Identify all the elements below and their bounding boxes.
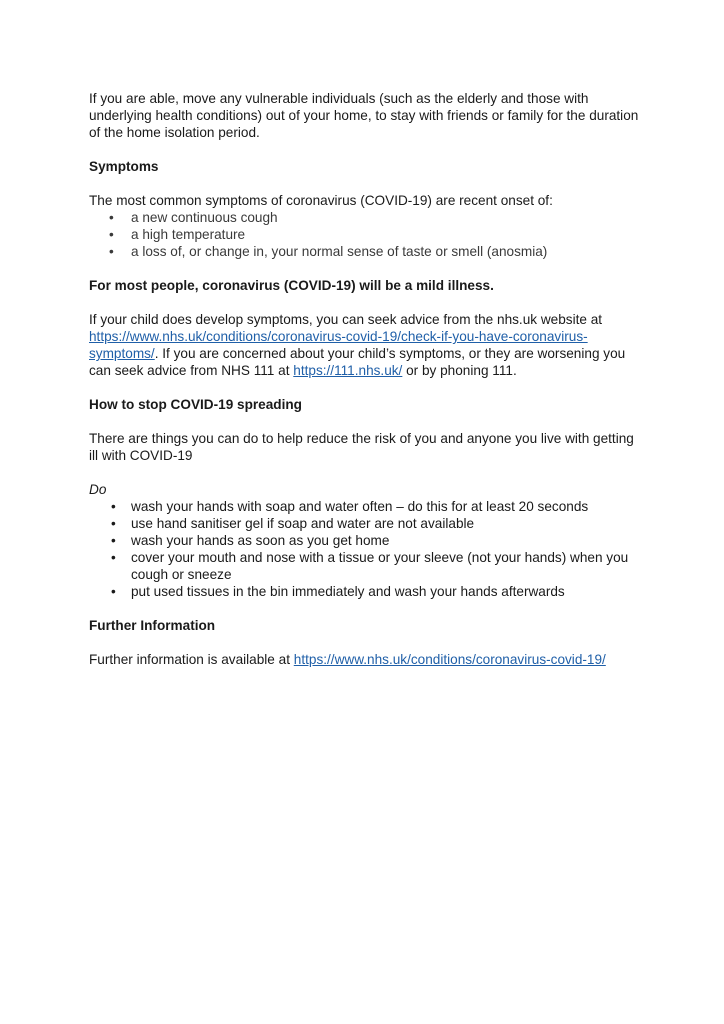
list-item-text: wash your hands as soon as you get home bbox=[131, 533, 390, 548]
do-list bbox=[89, 498, 641, 600]
do-label: Do bbox=[89, 482, 107, 497]
further-info-heading: Further Information bbox=[89, 618, 216, 633]
bullet-icon: • bbox=[111, 516, 116, 531]
further-info-paragraph bbox=[89, 651, 641, 668]
list-item-text: put used tissues in the bin immediately and wash your hands afterwards bbox=[131, 584, 565, 599]
list-item-text: cover your mouth and nose with a tissue or your sleeve (not your hands) when you cough or sneeze bbox=[131, 550, 629, 582]
symptoms-heading: Symptoms bbox=[89, 159, 159, 174]
symptoms-list bbox=[89, 209, 641, 260]
intro-paragraph: If you are able, move any vulnerable individuals (such as the elderly and those with underlying health conditions) out of your home, to stay with friends or family for the duration of the home isolation period. bbox=[89, 91, 639, 140]
advice-text-3: or by phoning 111. bbox=[402, 363, 517, 378]
list-item-text: use hand sanitiser gel if soap and water are not available bbox=[131, 516, 475, 531]
symptoms-lead: The most common symptoms of coronavirus (COVID-19) are recent onset of: bbox=[89, 193, 553, 208]
list-item bbox=[89, 226, 641, 243]
bullet-icon: • bbox=[109, 210, 114, 225]
document-page bbox=[89, 90, 641, 668]
bullet-icon: • bbox=[109, 244, 114, 259]
list-item-text: a high temperature bbox=[131, 227, 246, 242]
nhs-111-link[interactable]: https://111.nhs.uk/ bbox=[293, 363, 403, 378]
bullet-icon: • bbox=[109, 227, 114, 242]
advice-text-2: . If you are concerned about your child’s symptoms, or they are worsening you can seek advice from NHS 111 at bbox=[89, 346, 626, 378]
bullet-icon: • bbox=[111, 499, 116, 514]
advice-text-1: If your child does develop symptoms, you can seek advice from the nhs.uk website at bbox=[89, 312, 603, 327]
further-info-text: Further information is available at bbox=[89, 652, 294, 667]
advice-paragraph bbox=[89, 311, 641, 379]
list-item bbox=[89, 549, 641, 583]
nhs-symptoms-link[interactable]: https://www.nhs.uk/conditions/coronavirus-covid-19/check-if-you-have-coronavirus-symptoms/ bbox=[89, 329, 588, 361]
list-item-text: a loss of, or change in, your normal sense of taste or smell (anosmia) bbox=[131, 244, 548, 259]
list-item bbox=[89, 209, 641, 226]
list-item-text: a new continuous cough bbox=[131, 210, 278, 225]
list-item bbox=[89, 243, 641, 260]
list-item bbox=[89, 583, 641, 600]
spreading-heading: How to stop COVID-19 spreading bbox=[89, 397, 302, 412]
mild-illness-statement: For most people, coronavirus (COVID-19) will be a mild illness. bbox=[89, 278, 494, 293]
bullet-icon: • bbox=[111, 550, 116, 565]
list-item bbox=[89, 498, 641, 515]
bullet-icon: • bbox=[111, 533, 116, 548]
list-item-text: wash your hands with soap and water often – do this for at least 20 seconds bbox=[131, 499, 589, 514]
spreading-lead: There are things you can do to help reduce the risk of you and anyone you live with getting ill with COVID-19 bbox=[89, 431, 634, 463]
nhs-covid-link[interactable]: https://www.nhs.uk/conditions/coronavirus-covid-19/ bbox=[293, 652, 606, 667]
list-item bbox=[89, 515, 641, 532]
bullet-icon: • bbox=[111, 584, 116, 599]
list-item bbox=[89, 532, 641, 549]
